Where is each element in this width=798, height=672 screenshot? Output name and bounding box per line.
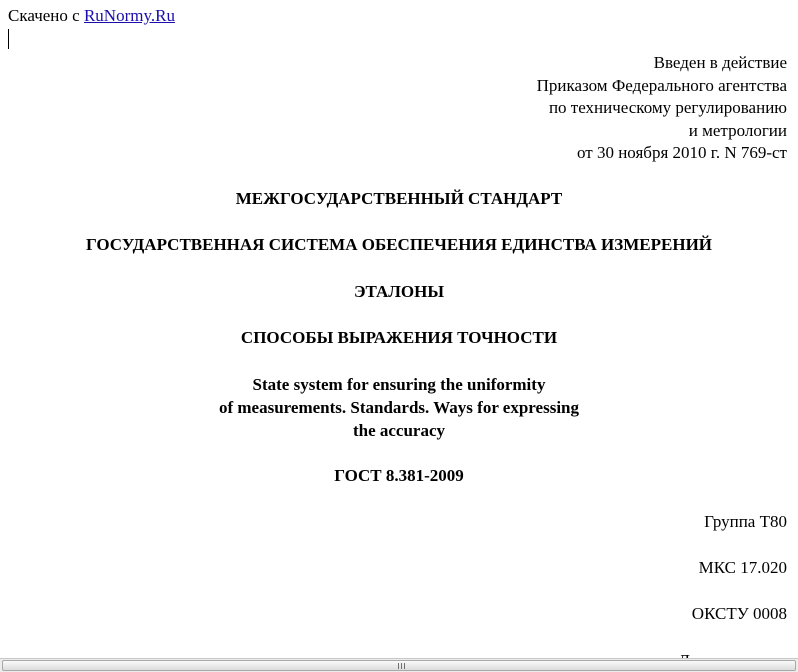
text-cursor: [8, 29, 9, 49]
mks-code: МКС 17.020: [698, 558, 787, 577]
english-title-line: the accuracy: [352, 421, 446, 440]
english-title-line: State system for ensuring the uniformity: [252, 375, 546, 394]
source-line: [8, 6, 175, 26]
title-heading: СПОСОБЫ ВЫРАЖЕНИЯ ТОЧНОСТИ: [240, 328, 558, 347]
enactment-block: [537, 52, 787, 165]
enactment-line: по техническому регулированию: [548, 98, 787, 117]
enactment-line: Введен в действие: [653, 53, 787, 72]
english-title: [0, 373, 798, 442]
standard-type-heading: МЕЖГОСУДАРСТВЕННЫЙ СТАНДАРТ: [235, 189, 563, 208]
enactment-line: от 30 ноября 2010 г. N 769-ст: [577, 143, 787, 162]
subject-heading: ЭТАЛОНЫ: [353, 282, 445, 301]
source-prefix: Скачено с: [8, 6, 80, 25]
source-link[interactable]: RuNormy.Ru: [83, 6, 175, 25]
group-code: Группа Т80: [704, 512, 787, 531]
gost-number: ГОСТ 8.381-2009: [334, 466, 464, 485]
enactment-line: Приказом Федерального агентства: [536, 75, 787, 95]
scrollbar-thumb[interactable]: [2, 660, 796, 671]
system-heading: ГОСУДАРСТВЕННАЯ СИСТЕМА ОБЕСПЕЧЕНИЯ ЕДИНСТВА ИЗМЕРЕНИЙ: [85, 235, 713, 254]
grip-icon: [398, 663, 407, 669]
okstu-code: ОКСТУ 0008: [691, 604, 787, 623]
enactment-line: и метрологии: [688, 120, 787, 140]
english-title-line: of measurements. Standards. Ways for expressing: [218, 398, 579, 417]
horizontal-scrollbar[interactable]: [0, 658, 798, 672]
